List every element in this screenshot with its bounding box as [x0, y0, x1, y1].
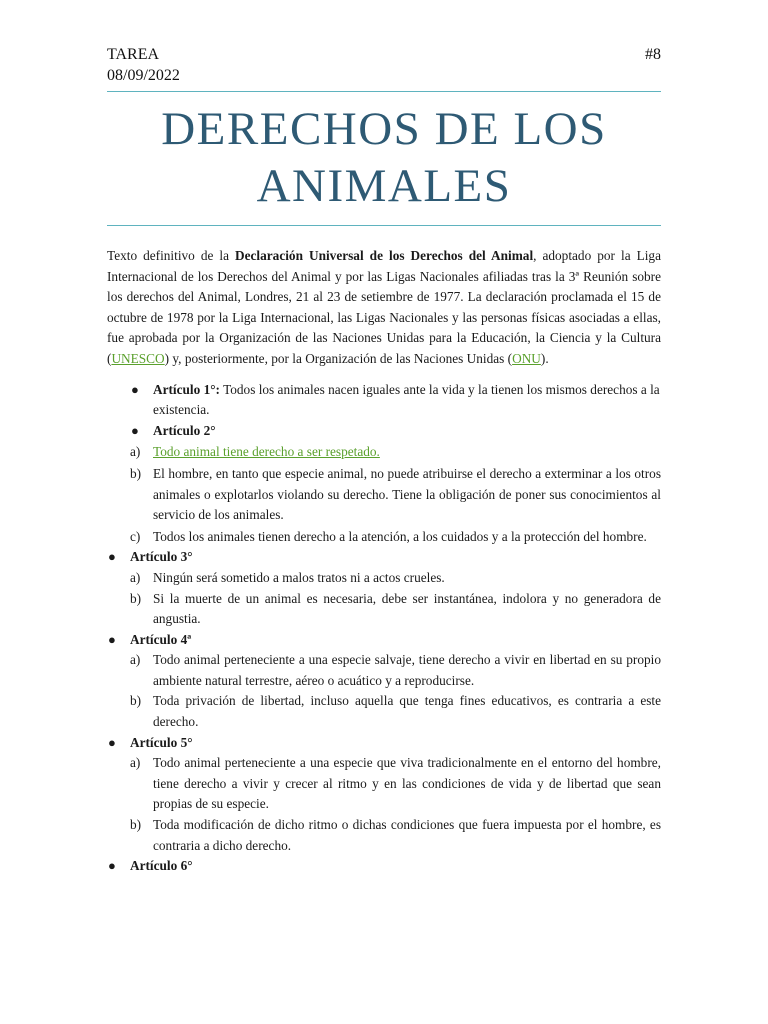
task-label: TAREA: [107, 46, 160, 63]
article-3-item-a: [130, 568, 661, 589]
article-2-item-a-link[interactable]: Todo animal tiene derecho a ser respetado.: [153, 444, 380, 460]
article-1: [107, 380, 661, 421]
title-line-2: ANIMALES: [256, 160, 512, 212]
onu-link[interactable]: ONU: [512, 350, 541, 366]
item-marker: a): [130, 569, 141, 585]
bullet-icon: ●: [131, 422, 139, 438]
article-1-label: Artículo 1°:: [153, 381, 220, 397]
intro-text-4: ).: [540, 350, 549, 366]
article-5: [107, 733, 661, 754]
article-3-item-a-text: Ningún será sometido a malos tratos ni a actos crueles.: [153, 569, 445, 585]
article-4-item-b-text: Toda privación de libertad, incluso aquella que tenga fines educativos, es contraria a este derecho.: [153, 693, 661, 730]
article-2-item-b: [130, 464, 661, 526]
item-marker: b): [130, 817, 142, 833]
article-4-item-a-text: Todo animal perteneciente a una especie salvaje, tiene derecho a vivir en libertad en su propio ambiente natural terrestre, aéreo o acuático y a reproducirse.: [153, 652, 661, 688]
item-marker: b): [130, 465, 142, 481]
article-1-text: Todos los animales nacen iguales ante la vida y la tienen los mismos derechos a la existencia.: [153, 381, 660, 418]
article-6: [107, 856, 661, 877]
bullet-icon: ●: [108, 734, 116, 750]
item-marker: a): [130, 444, 141, 460]
article-5-item-b: [130, 815, 661, 856]
task-date: 08/09/2022: [107, 67, 180, 84]
header-left: [107, 44, 180, 86]
bullet-icon: ●: [131, 381, 139, 397]
article-5-item-a: [130, 753, 661, 815]
article-5-label: Artículo 5°: [130, 734, 193, 750]
article-3-label: Artículo 3°: [130, 549, 193, 565]
page-title: [107, 101, 661, 215]
article-2-label: Artículo 2°: [153, 422, 216, 438]
item-marker: b): [130, 693, 142, 709]
article-2-item-a: [130, 442, 661, 463]
item-marker: a): [130, 755, 141, 771]
article-5-item-b-text: Toda modificación de dicho ritmo o dichas condiciones que fuera impuesta por el hombre, es contraria a dicho derecho.: [153, 817, 661, 853]
bullet-icon: ●: [108, 631, 116, 647]
bullet-icon: ●: [108, 858, 116, 874]
item-marker: a): [130, 652, 141, 668]
intro-text-3: ) y, posteriormente, por la Organización de las Naciones Unidas (: [164, 350, 513, 366]
intro-bold: Declaración Universal de los Derechos del Animal: [235, 248, 534, 263]
article-5-item-a-text: Todo animal perteneciente a una especie que viva tradicionalmente en el entorno del hombre, tiene derecho a vivir y crecer al ritmo y en las condiciones de vida y de libertad que sean propias de su especie.: [153, 755, 661, 812]
article-4-item-a: [130, 650, 661, 691]
item-marker: c): [130, 528, 141, 544]
article-2: [107, 421, 661, 442]
article-4-label: Artículo 4ª: [130, 631, 192, 647]
article-6-label: Artículo 6°: [130, 858, 193, 874]
item-marker: b): [130, 590, 142, 606]
intro-paragraph: [107, 246, 661, 370]
task-number: #8: [645, 46, 661, 63]
header-divider: [107, 91, 661, 92]
document-page: [107, 44, 661, 877]
intro-text-1: Texto definitivo de la: [107, 248, 236, 263]
article-3-item-b: [130, 589, 661, 630]
intro-text-2: , adoptado por la Liga Internacional de los Derechos del Animal y por las Ligas Nacionales afiliadas tras la 3ª Reunión sobre los derechos del Animal, Londres, 21 al 23 de setiembre de 1977. La declaración proclamada el 15 de octubre de 1978 por la Liga Internacional, las Ligas Nacionales y las personas físicas asociadas a ellas, fue aprobada por la Organización de las Naciones Unidas para la Educación, la Ciencia y la Cultura (: [107, 248, 661, 366]
article-2-item-c: [130, 527, 661, 548]
unesco-link[interactable]: UNESCO: [111, 350, 165, 366]
title-divider: [107, 225, 661, 226]
article-2-item-b-text: El hombre, en tanto que especie animal, no puede atribuirse el derecho a exterminar a los otros animales o explotarlos violando su derecho. Tiene la obligación de poner sus conocimientos al servicio de los animales.: [153, 465, 661, 523]
bullet-icon: ●: [108, 549, 116, 565]
article-3: [107, 547, 661, 568]
document-header: [107, 44, 661, 86]
article-4-item-b: [130, 691, 661, 732]
article-4: [107, 630, 661, 651]
title-line-1: DERECHOS DE LOS: [161, 103, 607, 155]
article-3-item-b-text: Si la muerte de un animal es necesaria, debe ser instantánea, indolora y no generadora de angustia.: [153, 590, 661, 627]
article-2-item-c-text: Todos los animales tienen derecho a la atención, a los cuidados y a la protección del hombre.: [153, 528, 647, 544]
